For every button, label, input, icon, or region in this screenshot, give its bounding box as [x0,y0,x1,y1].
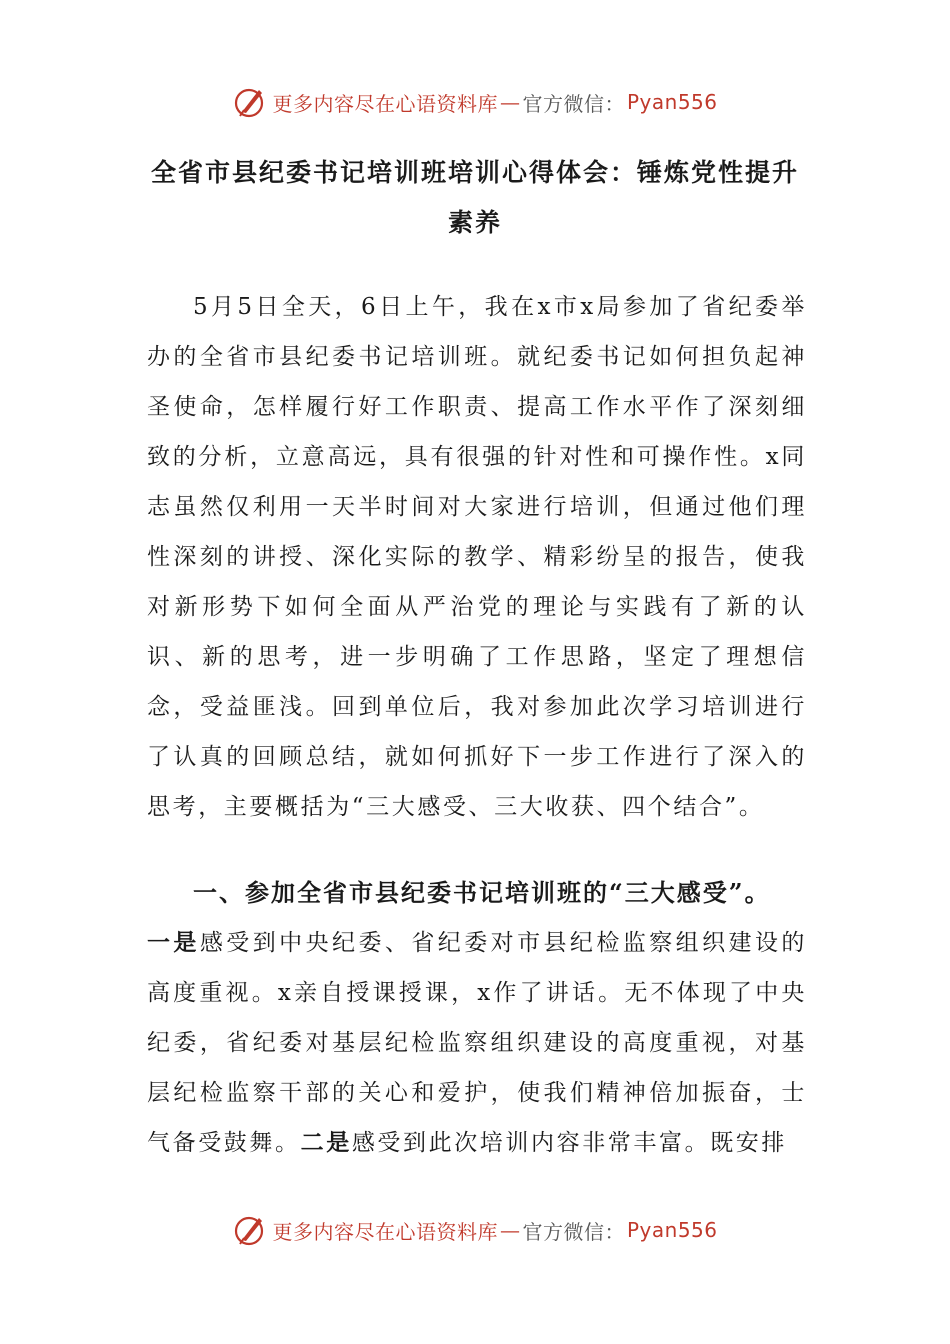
point-2-lead: 二是 [300,1129,352,1156]
point-2-text: 感受到此次培训内容非常丰富。既安排 [351,1130,788,1156]
promo-text: 更多内容尽在心语资料库 [272,91,498,116]
wechat-label: 官方微信： [522,1219,625,1244]
wechat-label: 官方微信： [522,91,625,116]
header-watermark [0,84,950,120]
banner-separator: — [499,1218,521,1242]
quill-logo-icon [232,84,268,120]
point-1-text: 感受到中央纪委、省纪委对市县纪检监察组织建设的高度重视。x亲自授课授课，x作了讲话。无不体现了中央纪委，省纪委对基层纪检监察组织建设的高度重视，对基层纪检监察干部的关心和爱护，使我们精神倍加振奋，士气备受鼓舞。 [147,930,807,1156]
document-body [147,282,807,1168]
document-title: 全省市县纪委书记培训班培训心得体会：锤炼党性提升素养 [150,158,799,237]
point-1-lead: 一是 [147,929,200,956]
wechat-id: Pyan556 [626,90,718,114]
promo-text: 更多内容尽在心语资料库 [272,1219,498,1244]
footer-watermark [0,1212,950,1248]
quill-logo-icon [232,1212,268,1248]
banner-separator: — [499,90,521,114]
intro-paragraph: 5月5日全天，6日上午，我在x市x局参加了省纪委举办的全省市县纪委书记培训班。就纪委书记如何担负起神圣使命，怎样履行好工作职责、提高工作水平作了深刻细致的分析，立意高远，具有很强的针对性和可操作性。x同志虽然仅利用一天半时间对大家进行培训，但通过他们理性深刻的讲授、深化实际的教学、精彩纷呈的报告，使我对新形势下如何全面从严治党的理论与实践有了新的认识、新的思考，进一步明确了工作思路，坚定了理想信念，受益匪浅。回到单位后，我对参加此次学习培训进行了认真的回顾总结，就如何抓好下一步工作进行了深入的思考，主要概括为“三大感受、三大收获、四个结合”。 [147,294,807,820]
wechat-id: Pyan556 [626,1218,718,1242]
section-1-heading: 一、参加全省市县纪委书记培训班的“三大感受”。 [193,878,771,907]
section-1-paragraph [147,918,807,1168]
